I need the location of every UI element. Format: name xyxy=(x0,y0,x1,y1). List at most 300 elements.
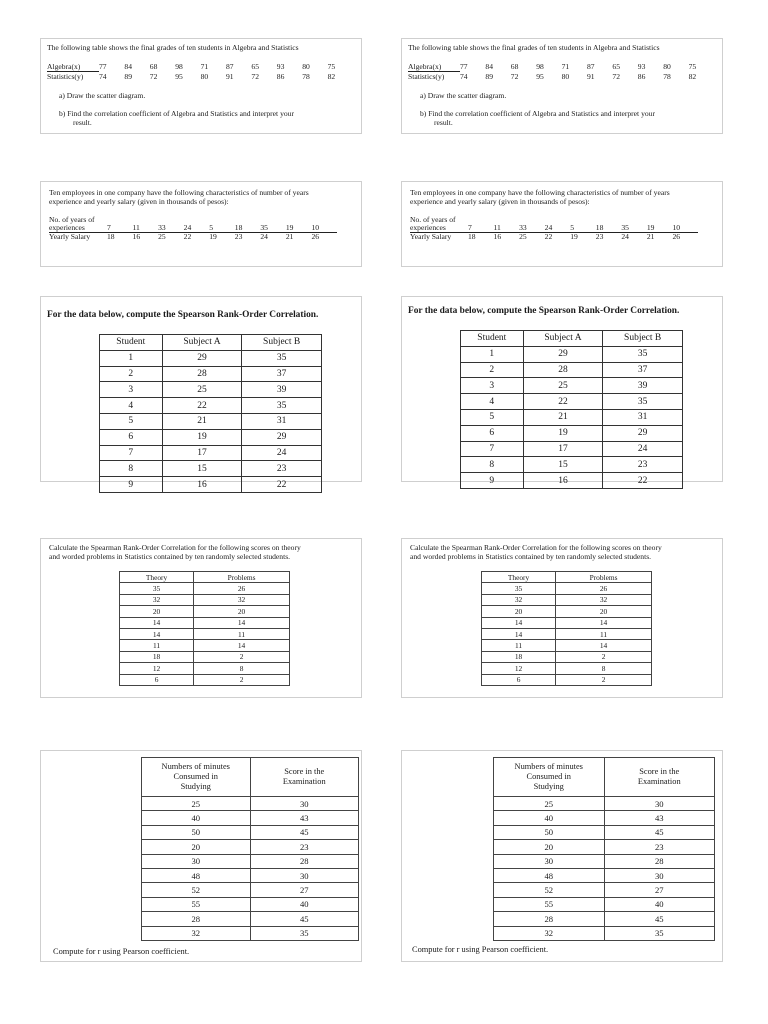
table-cell: 35 xyxy=(242,398,322,414)
header-minutes-line: Numbers of minutes xyxy=(514,762,583,771)
header-minutes xyxy=(494,758,605,797)
statistics-value: 91 xyxy=(586,72,595,81)
header-subject-a: Subject A xyxy=(523,331,603,347)
table-row xyxy=(461,394,683,410)
table-cell: 48 xyxy=(494,868,605,882)
table-row xyxy=(494,797,715,811)
statistics-value: 72 xyxy=(510,72,519,81)
algebra-value: 93 xyxy=(637,62,646,71)
table-row xyxy=(494,825,715,839)
statistics-value: 78 xyxy=(302,72,310,81)
table-row xyxy=(142,825,359,839)
years-value: 18 xyxy=(595,223,604,232)
table-cell: 20 xyxy=(194,606,290,617)
algebra-value: 80 xyxy=(302,62,310,71)
algebra-value: 71 xyxy=(200,62,209,71)
table-cell: 25 xyxy=(494,797,605,811)
table-cell: 32 xyxy=(556,594,652,605)
table-row xyxy=(142,926,359,940)
salary-value: 21 xyxy=(285,232,294,241)
spearman-theory-card-right xyxy=(401,538,723,698)
years-value: 7 xyxy=(468,223,472,232)
spearman-theory-table xyxy=(481,571,652,686)
table-cell: 31 xyxy=(603,409,683,425)
salary-value: 16 xyxy=(493,232,502,241)
spearman-theory-intro: Calculate the Spearman Rank-Order Correlation for the following scores on theory xyxy=(49,543,301,552)
statistics-value: 89 xyxy=(124,72,132,81)
statistics-value: 86 xyxy=(276,72,285,81)
spearman-theory-intro-cont: and worded problems in Statistics contained by ten randomly selected students. xyxy=(410,552,652,561)
header-theory: Theory xyxy=(120,572,194,583)
table-cell: 27 xyxy=(250,883,359,897)
table-cell: 52 xyxy=(494,883,605,897)
table-row xyxy=(494,926,715,940)
salary-value: 25 xyxy=(158,232,166,241)
algebra-value: 84 xyxy=(124,62,132,71)
table-cell: 24 xyxy=(242,445,322,461)
table-row xyxy=(494,883,715,897)
table-cell: 15 xyxy=(162,461,242,477)
table-cell: 22 xyxy=(603,473,683,489)
years-label-cont: experiences xyxy=(410,223,446,232)
table-cell: 11 xyxy=(482,640,556,651)
years-value: 19 xyxy=(646,223,655,232)
table-cell: 30 xyxy=(250,868,359,882)
statistics-value: 72 xyxy=(612,72,620,81)
table-cell: 28 xyxy=(162,366,242,382)
table-cell: 9 xyxy=(461,473,524,489)
table-cell: 7 xyxy=(461,441,524,457)
table-cell: 5 xyxy=(461,409,524,425)
algebra-part-b: b) Find the correlation coefficient of Algebra and Statistics and interpret your xyxy=(59,109,294,118)
salary-intro: Ten employees in one company have the following characteristics of number of years xyxy=(49,188,309,197)
table-header-row xyxy=(100,335,322,351)
table-cell: 8 xyxy=(461,457,524,473)
pearson-study-table xyxy=(493,757,715,941)
algebra-value: 84 xyxy=(485,62,493,71)
algebra-value: 77 xyxy=(99,62,107,71)
salary-label: Yearly Salary xyxy=(49,232,91,241)
table-cell: 50 xyxy=(494,825,605,839)
pearson-study-table xyxy=(141,757,359,941)
table-cell: 6 xyxy=(100,429,163,445)
table-cell: 2 xyxy=(100,366,163,382)
salary-grid xyxy=(49,224,337,241)
pearson-instruction: Compute for r using Pearson coefficient. xyxy=(53,947,190,956)
table-cell: 35 xyxy=(603,394,683,410)
salary-value: 19 xyxy=(570,232,578,241)
algebra-row-label: Algebra(x) xyxy=(408,63,460,72)
algebra-value: 77 xyxy=(460,62,468,71)
table-cell: 35 xyxy=(604,926,715,940)
table-row xyxy=(120,583,290,594)
years-value: 24 xyxy=(183,223,192,232)
table-cell: 20 xyxy=(494,840,605,854)
table-cell: 20 xyxy=(142,840,251,854)
years-label: No. of years of xyxy=(49,215,95,224)
salary-value: 23 xyxy=(595,232,604,241)
table-row xyxy=(494,897,715,911)
statistics-value: 95 xyxy=(536,72,544,81)
statistics-value: 72 xyxy=(149,72,158,81)
spearman-subjects-card-right xyxy=(401,296,723,486)
table-row xyxy=(142,840,359,854)
table-row xyxy=(142,797,359,811)
algebra-value: 68 xyxy=(149,62,158,71)
table-cell: 26 xyxy=(194,583,290,594)
table-cell: 27 xyxy=(604,883,715,897)
years-value: 5 xyxy=(209,223,214,232)
table-cell: 2 xyxy=(194,651,290,662)
table-cell: 35 xyxy=(242,350,322,366)
table-cell: 55 xyxy=(142,897,251,911)
algebra-value: 65 xyxy=(251,62,259,71)
table-row xyxy=(494,868,715,882)
table-row xyxy=(482,617,652,628)
years-value: 11 xyxy=(132,223,140,232)
algebra-grid xyxy=(408,63,714,81)
table-cell: 16 xyxy=(162,477,242,493)
algebra-part-b: b) Find the correlation coefficient of Algebra and Statistics and interpret your xyxy=(420,109,655,118)
table-cell: 3 xyxy=(100,382,163,398)
table-row xyxy=(461,441,683,457)
table-cell: 28 xyxy=(142,912,251,926)
table-cell: 4 xyxy=(100,398,163,414)
table-row xyxy=(482,628,652,639)
algebra-part-b-cont: result. xyxy=(73,118,92,127)
table-cell: 23 xyxy=(242,461,322,477)
table-row xyxy=(461,362,683,378)
table-row xyxy=(142,912,359,926)
table-row xyxy=(120,640,290,651)
salary-intro-cont: experience and yearly salary (given in thousands of pesos): xyxy=(410,197,590,206)
table-cell: 2 xyxy=(461,362,524,378)
statistics-value: 95 xyxy=(175,72,183,81)
algebra-value: 75 xyxy=(688,62,697,71)
algebra-grid xyxy=(47,63,353,81)
header-minutes-line: Studying xyxy=(533,782,564,791)
spearman-theory-card-left xyxy=(40,538,362,698)
table-cell: 29 xyxy=(603,425,683,441)
table-cell: 14 xyxy=(556,617,652,628)
table-cell: 15 xyxy=(523,457,603,473)
table-row xyxy=(100,461,322,477)
header-student: Student xyxy=(461,331,524,347)
table-cell: 43 xyxy=(604,811,715,825)
statistics-value: 82 xyxy=(327,72,336,81)
salary-label: Yearly Salary xyxy=(410,232,452,241)
salary-value: 22 xyxy=(183,232,192,241)
algebra-part-b-cont: result. xyxy=(434,118,453,127)
header-minutes-line: Consumed in xyxy=(173,772,218,781)
table-cell: 2 xyxy=(556,674,652,685)
table-cell: 35 xyxy=(120,583,194,594)
table-row xyxy=(142,854,359,868)
statistics-value: 78 xyxy=(663,72,671,81)
table-row xyxy=(120,606,290,617)
table-cell: 5 xyxy=(100,413,163,429)
years-value: 24 xyxy=(544,223,553,232)
table-row xyxy=(142,868,359,882)
salary-value: 24 xyxy=(621,232,629,241)
table-cell: 12 xyxy=(120,663,194,674)
table-cell: 45 xyxy=(604,912,715,926)
table-row xyxy=(482,583,652,594)
table-cell: 55 xyxy=(494,897,605,911)
table-cell: 11 xyxy=(120,640,194,651)
table-cell: 28 xyxy=(523,362,603,378)
header-subject-b: Subject B xyxy=(603,331,683,347)
table-cell: 14 xyxy=(556,640,652,651)
table-cell: 28 xyxy=(494,912,605,926)
statistics-row-label: Statistics(y) xyxy=(408,72,445,81)
table-row xyxy=(100,477,322,493)
statistics-value: 72 xyxy=(251,72,259,81)
table-cell: 24 xyxy=(603,441,683,457)
table-cell: 30 xyxy=(142,854,251,868)
table-cell: 19 xyxy=(162,429,242,445)
statistics-value: 86 xyxy=(637,72,646,81)
algebra-value: 98 xyxy=(175,62,183,71)
salary-problem-card-right xyxy=(401,181,723,267)
table-cell: 30 xyxy=(604,797,715,811)
algebra-intro: The following table shows the final grades of ten students in Algebra and Statistics xyxy=(408,43,660,52)
table-row xyxy=(100,445,322,461)
header-minutes-line: Studying xyxy=(180,782,211,791)
years-value: 19 xyxy=(285,223,294,232)
table-cell: 14 xyxy=(120,628,194,639)
table-row xyxy=(482,674,652,685)
header-minutes xyxy=(142,758,251,797)
table-cell: 19 xyxy=(523,425,603,441)
spearman-subjects-table xyxy=(99,334,322,493)
table-row xyxy=(461,346,683,362)
table-cell: 37 xyxy=(603,362,683,378)
table-cell: 26 xyxy=(556,583,652,594)
table-cell: 2 xyxy=(556,651,652,662)
table-cell: 48 xyxy=(142,868,251,882)
table-row xyxy=(120,628,290,639)
spearman-theory-table xyxy=(119,571,290,686)
statistics-value: 89 xyxy=(485,72,493,81)
algebra-value: 65 xyxy=(612,62,620,71)
table-row xyxy=(100,413,322,429)
table-cell: 39 xyxy=(603,378,683,394)
table-cell: 4 xyxy=(461,394,524,410)
table-row xyxy=(482,651,652,662)
table-header-row xyxy=(482,572,652,583)
algebra-value: 68 xyxy=(510,62,519,71)
salary-problem-card-left xyxy=(40,181,362,267)
table-cell: 32 xyxy=(494,926,605,940)
table-row xyxy=(100,366,322,382)
header-problems: Problems xyxy=(194,572,290,583)
spearman-subjects-title: For the data below, compute the Spearson Rank-Order Correlation. xyxy=(47,310,319,320)
table-cell: 40 xyxy=(142,811,251,825)
algebra-value: 87 xyxy=(225,62,234,71)
algebra-row-label: Algebra(x) xyxy=(47,63,99,72)
table-cell: 18 xyxy=(482,651,556,662)
table-cell: 8 xyxy=(194,663,290,674)
table-header-row xyxy=(120,572,290,583)
table-header-row xyxy=(494,758,715,797)
table-cell: 37 xyxy=(242,366,322,382)
table-row xyxy=(100,398,322,414)
table-cell: 8 xyxy=(100,461,163,477)
table-row xyxy=(100,382,322,398)
table-cell: 45 xyxy=(250,912,359,926)
table-cell: 40 xyxy=(250,897,359,911)
years-label: No. of years of xyxy=(410,215,456,224)
algebra-part-a: a) Draw the scatter diagram. xyxy=(420,91,507,100)
table-cell: 16 xyxy=(523,473,603,489)
table-cell: 32 xyxy=(194,594,290,605)
table-cell: 21 xyxy=(162,413,242,429)
pearson-study-card-left xyxy=(40,750,362,962)
table-cell: 39 xyxy=(242,382,322,398)
table-cell: 6 xyxy=(120,674,194,685)
statistics-value: 91 xyxy=(225,72,234,81)
years-value: 35 xyxy=(621,223,629,232)
table-cell: 22 xyxy=(242,477,322,493)
algebra-value: 71 xyxy=(561,62,570,71)
table-cell: 32 xyxy=(142,926,251,940)
table-cell: 21 xyxy=(523,409,603,425)
salary-value: 23 xyxy=(234,232,243,241)
table-row xyxy=(461,409,683,425)
statistics-value: 82 xyxy=(688,72,697,81)
algebra-part-a: a) Draw the scatter diagram. xyxy=(59,91,146,100)
table-cell: 25 xyxy=(162,382,242,398)
table-cell: 32 xyxy=(120,594,194,605)
table-cell: 1 xyxy=(100,350,163,366)
statistics-value: 74 xyxy=(460,72,468,81)
table-row xyxy=(482,663,652,674)
table-cell: 20 xyxy=(556,606,652,617)
salary-intro: Ten employees in one company have the following characteristics of number of years xyxy=(410,188,670,197)
table-cell: 6 xyxy=(482,674,556,685)
table-row xyxy=(494,840,715,854)
table-row xyxy=(100,350,322,366)
table-cell: 28 xyxy=(604,854,715,868)
algebra-value: 98 xyxy=(536,62,544,71)
header-subject-a: Subject A xyxy=(162,335,242,351)
statistics-value: 80 xyxy=(200,72,209,81)
algebra-problem-card-right xyxy=(401,38,723,134)
table-cell: 23 xyxy=(604,840,715,854)
table-row xyxy=(482,594,652,605)
algebra-value: 80 xyxy=(663,62,671,71)
table-row xyxy=(120,663,290,674)
table-cell: 52 xyxy=(142,883,251,897)
header-score-line: Score in the xyxy=(284,767,325,776)
statistics-value: 74 xyxy=(99,72,107,81)
years-value: 10 xyxy=(672,223,681,232)
table-cell: 50 xyxy=(142,825,251,839)
header-minutes-line: Numbers of minutes xyxy=(161,762,230,771)
statistics-value: 80 xyxy=(561,72,570,81)
table-cell: 22 xyxy=(523,394,603,410)
years-value: 7 xyxy=(107,223,111,232)
table-row xyxy=(142,883,359,897)
algebra-value: 87 xyxy=(586,62,595,71)
salary-value: 19 xyxy=(209,232,217,241)
table-cell: 35 xyxy=(250,926,359,940)
table-row xyxy=(142,811,359,825)
table-row xyxy=(461,378,683,394)
table-cell: 40 xyxy=(604,897,715,911)
table-cell: 35 xyxy=(482,583,556,594)
pearson-instruction: Compute for r using Pearson coefficient. xyxy=(412,945,549,954)
algebra-intro: The following table shows the final grades of ten students in Algebra and Statistics xyxy=(47,43,299,52)
table-cell: 9 xyxy=(100,477,163,493)
header-score-line: Score in the xyxy=(639,767,680,776)
table-cell: 25 xyxy=(142,797,251,811)
table-cell: 23 xyxy=(250,840,359,854)
table-cell: 14 xyxy=(482,628,556,639)
table-cell: 8 xyxy=(556,663,652,674)
header-subject-b: Subject B xyxy=(242,335,322,351)
spearman-subjects-card-left xyxy=(40,296,362,490)
table-cell: 12 xyxy=(482,663,556,674)
algebra-problem-card-left xyxy=(40,38,362,134)
table-cell: 20 xyxy=(120,606,194,617)
table-cell: 45 xyxy=(604,825,715,839)
table-cell: 29 xyxy=(242,429,322,445)
years-value: 33 xyxy=(158,223,166,232)
salary-value: 26 xyxy=(311,232,320,241)
table-cell: 40 xyxy=(494,811,605,825)
table-cell: 23 xyxy=(603,457,683,473)
table-cell: 7 xyxy=(100,445,163,461)
table-cell: 29 xyxy=(162,350,242,366)
table-cell: 6 xyxy=(461,425,524,441)
pearson-study-card-right xyxy=(401,750,723,962)
algebra-value: 93 xyxy=(276,62,285,71)
salary-value: 25 xyxy=(519,232,527,241)
salary-intro-cont: experience and yearly salary (given in thousands of pesos): xyxy=(49,197,229,206)
table-cell: 14 xyxy=(482,617,556,628)
table-row xyxy=(461,473,683,489)
table-cell: 17 xyxy=(523,441,603,457)
salary-value: 24 xyxy=(260,232,268,241)
table-cell: 20 xyxy=(482,606,556,617)
table-row xyxy=(482,640,652,651)
spearman-theory-intro: Calculate the Spearman Rank-Order Correlation for the following scores on theory xyxy=(410,543,662,552)
table-row xyxy=(461,457,683,473)
years-value: 18 xyxy=(234,223,243,232)
table-cell: 14 xyxy=(194,640,290,651)
table-cell: 14 xyxy=(120,617,194,628)
salary-value: 26 xyxy=(672,232,681,241)
table-header-row xyxy=(461,331,683,347)
header-score-line: Examination xyxy=(282,777,326,786)
table-row xyxy=(461,425,683,441)
table-row xyxy=(120,674,290,685)
years-value: 33 xyxy=(519,223,527,232)
table-cell: 31 xyxy=(242,413,322,429)
spearman-theory-intro-cont: and worded problems in Statistics contained by ten randomly selected students. xyxy=(49,552,291,561)
years-value: 35 xyxy=(260,223,268,232)
table-cell: 30 xyxy=(494,854,605,868)
salary-value: 18 xyxy=(468,232,476,241)
salary-value: 18 xyxy=(107,232,115,241)
table-cell: 45 xyxy=(250,825,359,839)
table-row xyxy=(482,606,652,617)
table-row xyxy=(120,651,290,662)
header-theory: Theory xyxy=(482,572,556,583)
years-value: 5 xyxy=(570,223,575,232)
